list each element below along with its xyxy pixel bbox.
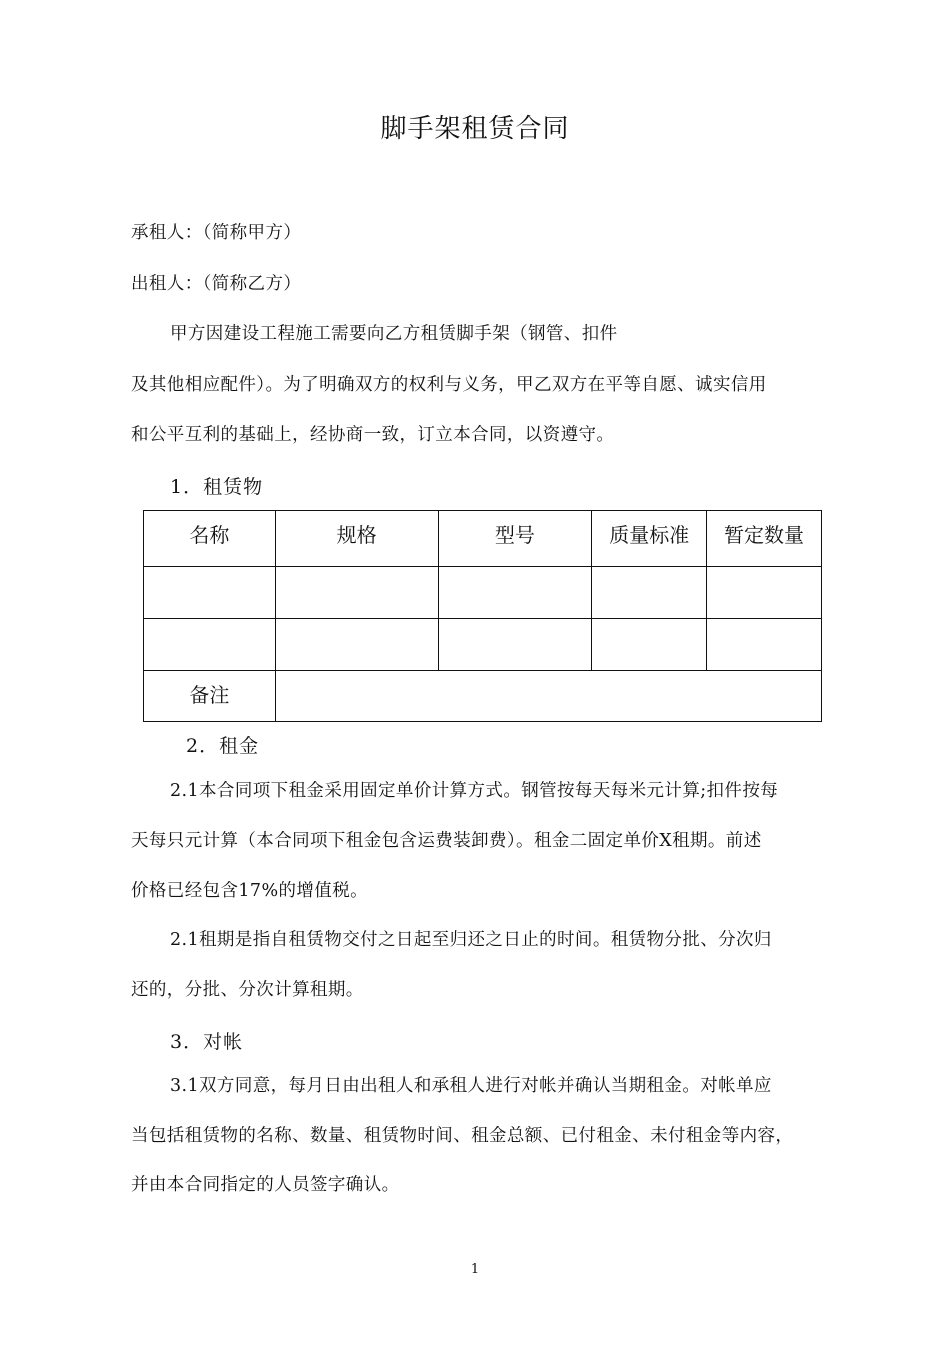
leased-items-table (143, 510, 822, 722)
document-title: 脚手架租赁合同 (380, 114, 570, 144)
table-cell (707, 619, 822, 671)
section-2-p2-line-2: 还的，分批、分次计算租期。 (131, 980, 364, 1000)
table-row (144, 619, 822, 671)
table-cell (275, 567, 438, 619)
table-cell (592, 567, 707, 619)
section-1-heading: 1．租赁物 (170, 476, 264, 498)
page-number: 1 (470, 1262, 480, 1277)
section-2-heading: 2．租金 (186, 735, 260, 757)
section-2-p1-line-3: 价格已经包含17%的增值税。 (131, 881, 368, 901)
table-cell (438, 619, 592, 671)
table-cell (592, 619, 707, 671)
table-cell (144, 619, 276, 671)
table-cell (438, 567, 592, 619)
section-2-p2-line-1: 2.1租期是指自租赁物交付之日起至归还之日止的时间。租赁物分批、分次归 (170, 930, 772, 950)
header-tentative-quantity: 暂定数量 (707, 511, 822, 567)
header-name: 名称 (144, 511, 276, 567)
lessee-line: 承租人：（简称甲方） (131, 223, 302, 243)
section-3-heading: 3．对帐 (170, 1031, 244, 1053)
header-spec: 规格 (275, 511, 438, 567)
table-row (144, 567, 822, 619)
table-header-row (144, 511, 822, 567)
header-quality-standard: 质量标准 (592, 511, 707, 567)
table-cell (707, 567, 822, 619)
remark-value (275, 671, 821, 722)
lessor-line: 出租人：（简称乙方） (131, 274, 302, 294)
section-2-p1-line-2: 天每只元计算（本合同项下租金包含运费装卸费）。租金二固定单价X租期。前述 (131, 831, 762, 851)
section-2-p1-line-1: 2.1本合同项下租金采用固定单价计算方式。钢管按每天每米元计算;扣件按每 (170, 781, 779, 801)
table-cell (144, 567, 276, 619)
remark-label: 备注 (144, 671, 276, 722)
remark-row (144, 671, 822, 722)
intro-line-3: 和公平互利的基础上，经协商一致，订立本合同，以资遵守。 (131, 425, 615, 445)
intro-line-2: 及其他相应配件）。为了明确双方的权利与义务，甲乙双方在平等自愿、诚实信用 (131, 375, 767, 395)
section-3-p1-line-3: 并由本合同指定的人员签字确认。 (131, 1175, 400, 1195)
section-3-p1-line-2: 当包括租赁物的名称、数量、租赁物时间、租金总额、已付租金、未付租金等内容， (131, 1126, 794, 1146)
header-model: 型号 (438, 511, 592, 567)
section-3-p1-line-1: 3.1双方同意，每月日由出租人和承租人进行对帐并确认当期租金。对帐单应 (170, 1076, 772, 1096)
table-cell (275, 619, 438, 671)
intro-line-1: 甲方因建设工程施工需要向乙方租赁脚手架（钢管、扣件 (170, 324, 618, 344)
